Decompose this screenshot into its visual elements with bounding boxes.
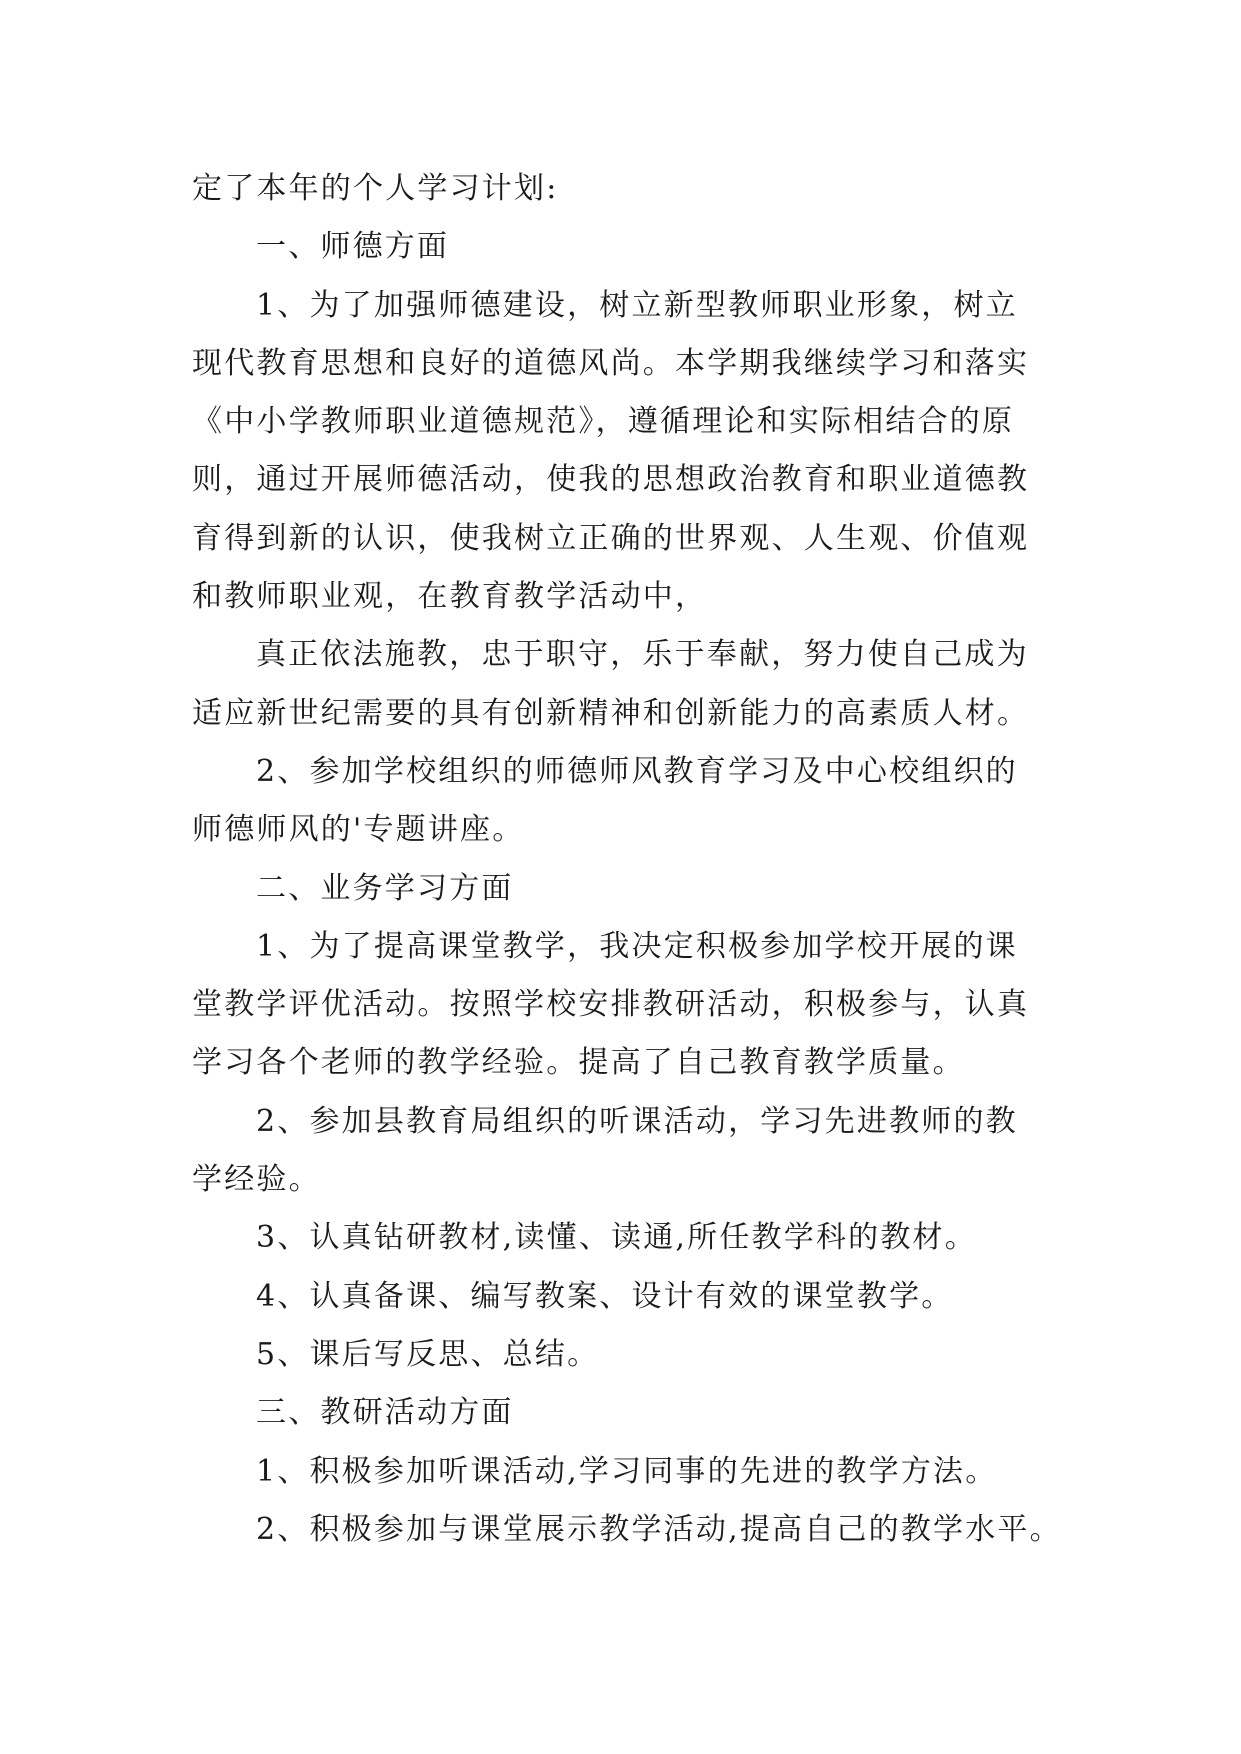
- text-line: 2、参加学校组织的师德师风教育学习及中心校组织的: [256, 753, 1018, 789]
- text-line: 定了本年的个人学习计划:: [192, 171, 559, 206]
- text-line: 学习各个老师的教学经验。提高了自己教育教学质量。: [192, 1045, 965, 1081]
- text-line: 1、为了加强师德建设，树立新型教师职业形象，树立: [256, 287, 1018, 323]
- section-heading-ethics: 一、师德方面: [256, 229, 450, 265]
- text-line: 师德师风的'专题讲座。: [192, 812, 525, 848]
- text-line: 堂教学评优活动。按照学校安排教研活动，积极参与，认真: [192, 987, 1030, 1023]
- document-body: [192, 160, 1072, 1559]
- section-heading-research: 三、教研活动方面: [256, 1395, 514, 1431]
- text-line: 现代教育思想和良好的道德风尚。本学期我继续学习和落实: [192, 345, 1030, 381]
- text-line: 真正依法施教，忠于职守，乐于奉献，努力使自己成为: [256, 637, 1029, 673]
- text-line: 1、为了提高课堂教学，我决定积极参加学校开展的课: [256, 928, 1018, 964]
- text-line: 《中小学教师职业道德规范》，遵循理论和实际相结合的原: [192, 404, 1015, 440]
- text-line: 4、认真备课、编写教案、设计有效的课堂教学。: [256, 1278, 954, 1314]
- text-line: 育得到新的认识，使我树立正确的世界观、人生观、价值观: [192, 520, 1030, 556]
- text-line: 3、认真钻研教材,读懂、读通,所任教学科的教材。: [256, 1220, 977, 1256]
- section-heading-business-study: 二、业务学习方面: [256, 870, 514, 906]
- text-line: 学经验。: [192, 1162, 321, 1198]
- text-line: 和教师职业观，在教育教学活动中，: [192, 579, 708, 615]
- text-line: 2、积极参加与课堂展示教学活动,提高自己的教学水平。: [256, 1511, 1062, 1547]
- text-line: 则，通过开展师德活动，使我的思想政治教育和职业道德教: [192, 462, 1030, 498]
- text-line: 1、积极参加听课活动,学习同事的先进的教学方法。: [256, 1453, 998, 1489]
- text-line: 5、课后写反思、总结。: [256, 1336, 600, 1372]
- text-line: 适应新世纪需要的具有创新精神和创新能力的高素质人材。: [192, 695, 1030, 731]
- text-line: 2、参加县教育局组织的听课活动，学习先进教师的教: [256, 1103, 1018, 1139]
